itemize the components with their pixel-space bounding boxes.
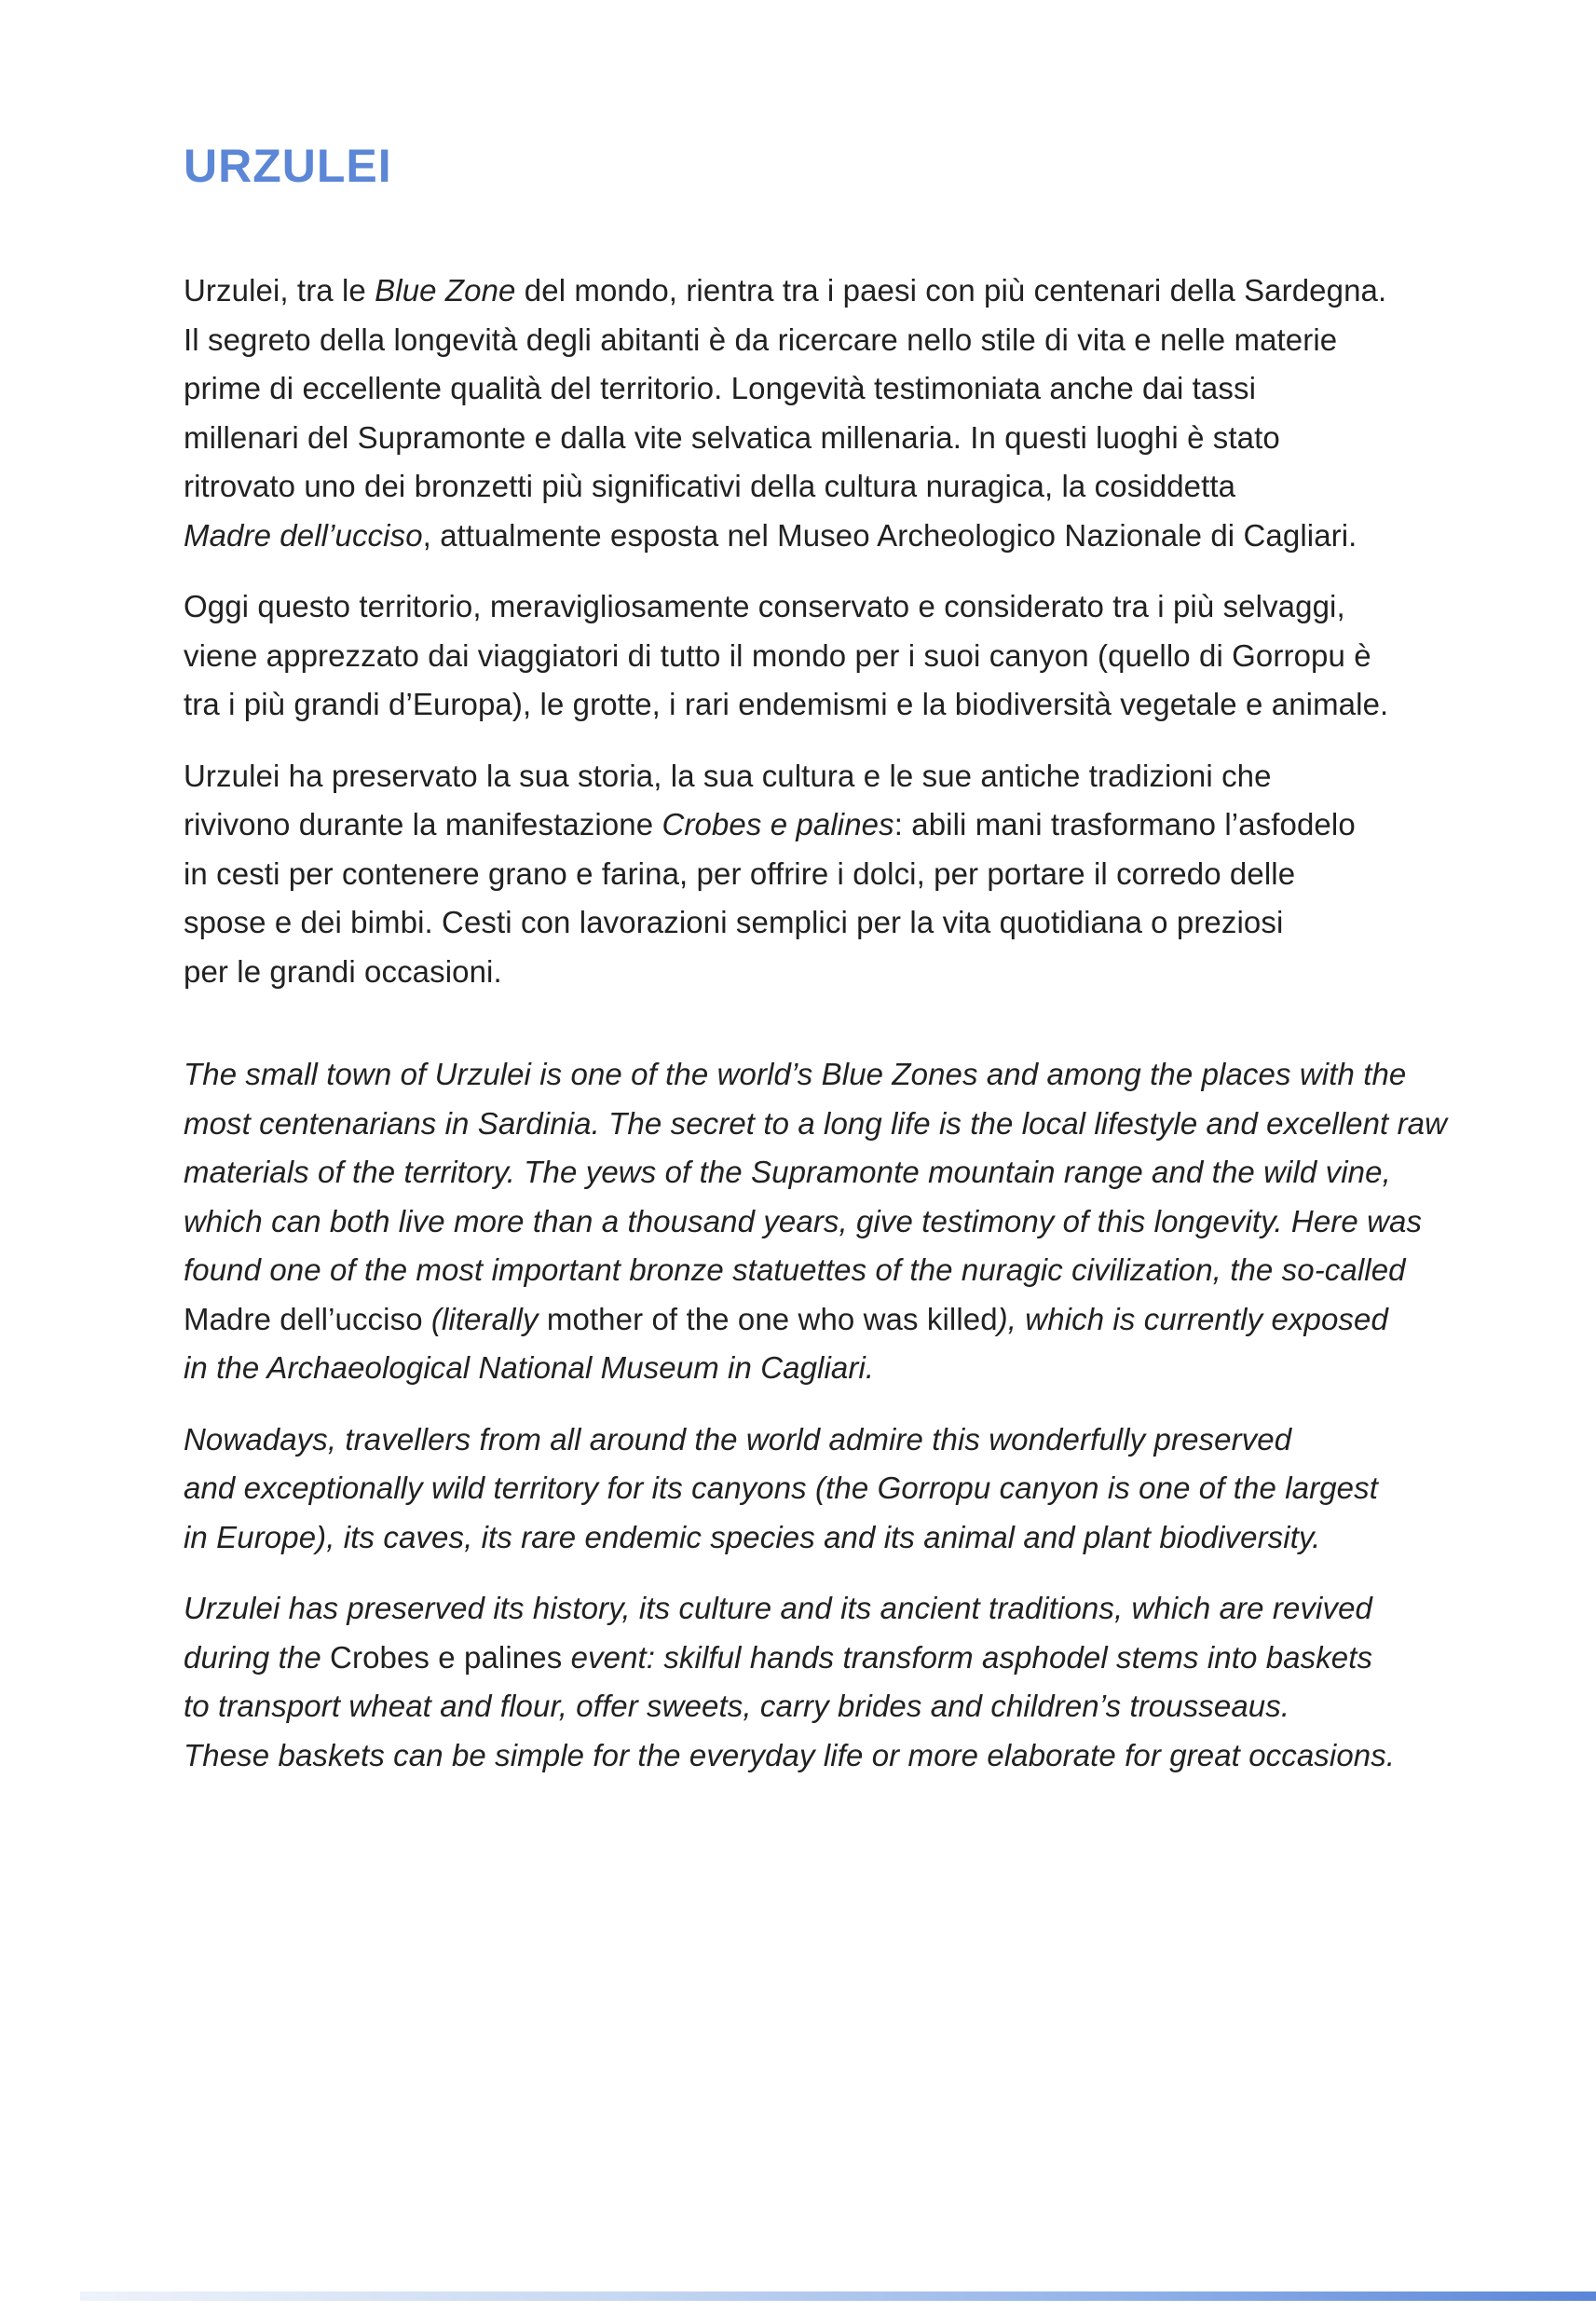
text-run: Blue Zone [375,273,516,308]
text-line [184,752,1469,801]
text-line [184,680,1469,730]
text-line [184,1344,1469,1393]
text-line [184,1100,1469,1149]
text-line [184,512,1469,561]
text-run: tra i più grandi d’Europa), le grotte, i rari endemismi e la biodiversità vegetale e animale. [184,687,1389,721]
page-content [184,140,1469,1780]
text-run: ), which is currently exposed [997,1301,1388,1336]
text-run: in Europe), its caves, its rare endemic species and its animal and plant biodiversity. [184,1519,1321,1554]
text-line [184,1295,1469,1345]
text-run: most centenarians in Sardinia. The secret to a long life is the local lifestyle and excellent raw [184,1105,1448,1141]
text-line [184,632,1469,681]
paragraph [184,1050,1469,1393]
text-line [184,1464,1469,1513]
text-run: viene apprezzato dai viaggiatori di tutto il mondo per i suoi canyon (quello di Gorropu è [184,637,1371,673]
text-run: , attualmente esposta nel Museo Archeologico Nazionale di Cagliari. [422,517,1357,553]
text-run: in cesti per contenere grano e farina, per offrire i dolci, per portare il corredo delle [184,855,1296,891]
text-line [184,1246,1469,1295]
text-run: materials of the territory. The yews of the Supramonte mountain range and the wild vine, [184,1155,1391,1189]
text-run: prime di eccellente qualità del territorio. Longevità testimoniata anche dai tassi [184,371,1257,405]
text-run: spose e dei bimbi. Cesti con lavorazioni semplici per la vita quotidiana o preziosi [184,905,1284,939]
text-run: during the [184,1639,331,1675]
text-line [184,1416,1469,1465]
paragraph [184,582,1469,730]
text-run: mother of the one who was killed [546,1301,998,1336]
text-run: found one of the most important bronze statuettes of the nuragic civilization, the so-called [184,1252,1406,1287]
text-line [184,1513,1469,1563]
text-run: Oggi questo territorio, meravigliosamente conservato e considerato tra i più selvaggi, [184,589,1345,623]
text-line [184,582,1469,632]
text-run: del mondo, rientra tra i paesi con più centenari della Sardegna. [515,273,1387,308]
text-run: Madre dell’ucciso [184,1301,431,1336]
text-line [184,414,1469,463]
text-run: Urzulei has preserved its history, its culture and its ancient traditions, which are revived [184,1591,1372,1625]
text-line [184,1050,1469,1100]
text-run: Crobes e palines [662,807,894,841]
text-run: Madre dell’ucciso [184,517,423,553]
text-line [184,1634,1469,1683]
text-line [184,267,1469,316]
text-run: which can both live more than a thousand years, give testimony of this longevity. Here was [184,1203,1423,1238]
text-run: event: skilful hands transform asphodel stems into baskets [562,1639,1373,1675]
text-run: per le grandi occasioni. [184,953,502,989]
footer-gradient-bar [80,2291,1596,2301]
text-run: Urzulei, tra le [184,273,375,308]
text-line [184,898,1469,948]
text-line [184,1731,1469,1781]
text-run: millenari del Supramonte e dalla vite selvatica millenaria. In questi luoghi è stato [184,419,1280,455]
page-title: URZULEI [184,140,392,192]
text-run: (literally [430,1301,547,1336]
text-line [184,800,1469,850]
text-run: Il segreto della longevità degli abitanti è da ricercare nello stile di vita e nelle materie [184,321,1338,357]
paragraph [184,1584,1469,1780]
text-line [184,1682,1469,1731]
text-line [184,948,1469,997]
text-run: Crobes e palines [330,1639,563,1675]
text-line [184,1148,1469,1197]
text-line [184,1197,1469,1247]
text-run: : abili mani trasformano l’asfodelo [893,807,1356,841]
text-run: in the Archaeological National Museum in Cagliari. [184,1350,875,1385]
text-line [184,850,1469,899]
text-run: The small town of Urzulei is one of the world’s Blue Zones and among the places with the [184,1057,1407,1091]
text-run: and exceptionally wild territory for its canyons (the Gorropu canyon is one of the largest [184,1471,1378,1505]
text-run: Urzulei ha preservato la sua storia, la sua cultura e le sue antiche tradizioni che [184,758,1272,793]
text-line [184,364,1469,414]
text-run: ritrovato uno dei bronzetti più significativi della cultura nuragica, la cosiddetta [184,469,1236,503]
text-run: to transport wheat and flour, offer sweets, carry brides and children’s trousseaus. [184,1689,1290,1723]
text-line [184,316,1469,365]
paragraph [184,752,1469,997]
text-run: Nowadays, travellers from all around the world admire this wonderfully preserved [184,1421,1292,1457]
body-text [184,267,1469,1780]
text-run: rivivono durante la manifestazione [184,807,662,841]
paragraph [184,267,1469,560]
text-line [184,1584,1469,1634]
text-line [184,462,1469,512]
paragraph [184,1416,1469,1563]
text-run: These baskets can be simple for the everyday life or more elaborate for great occasions. [184,1737,1396,1772]
